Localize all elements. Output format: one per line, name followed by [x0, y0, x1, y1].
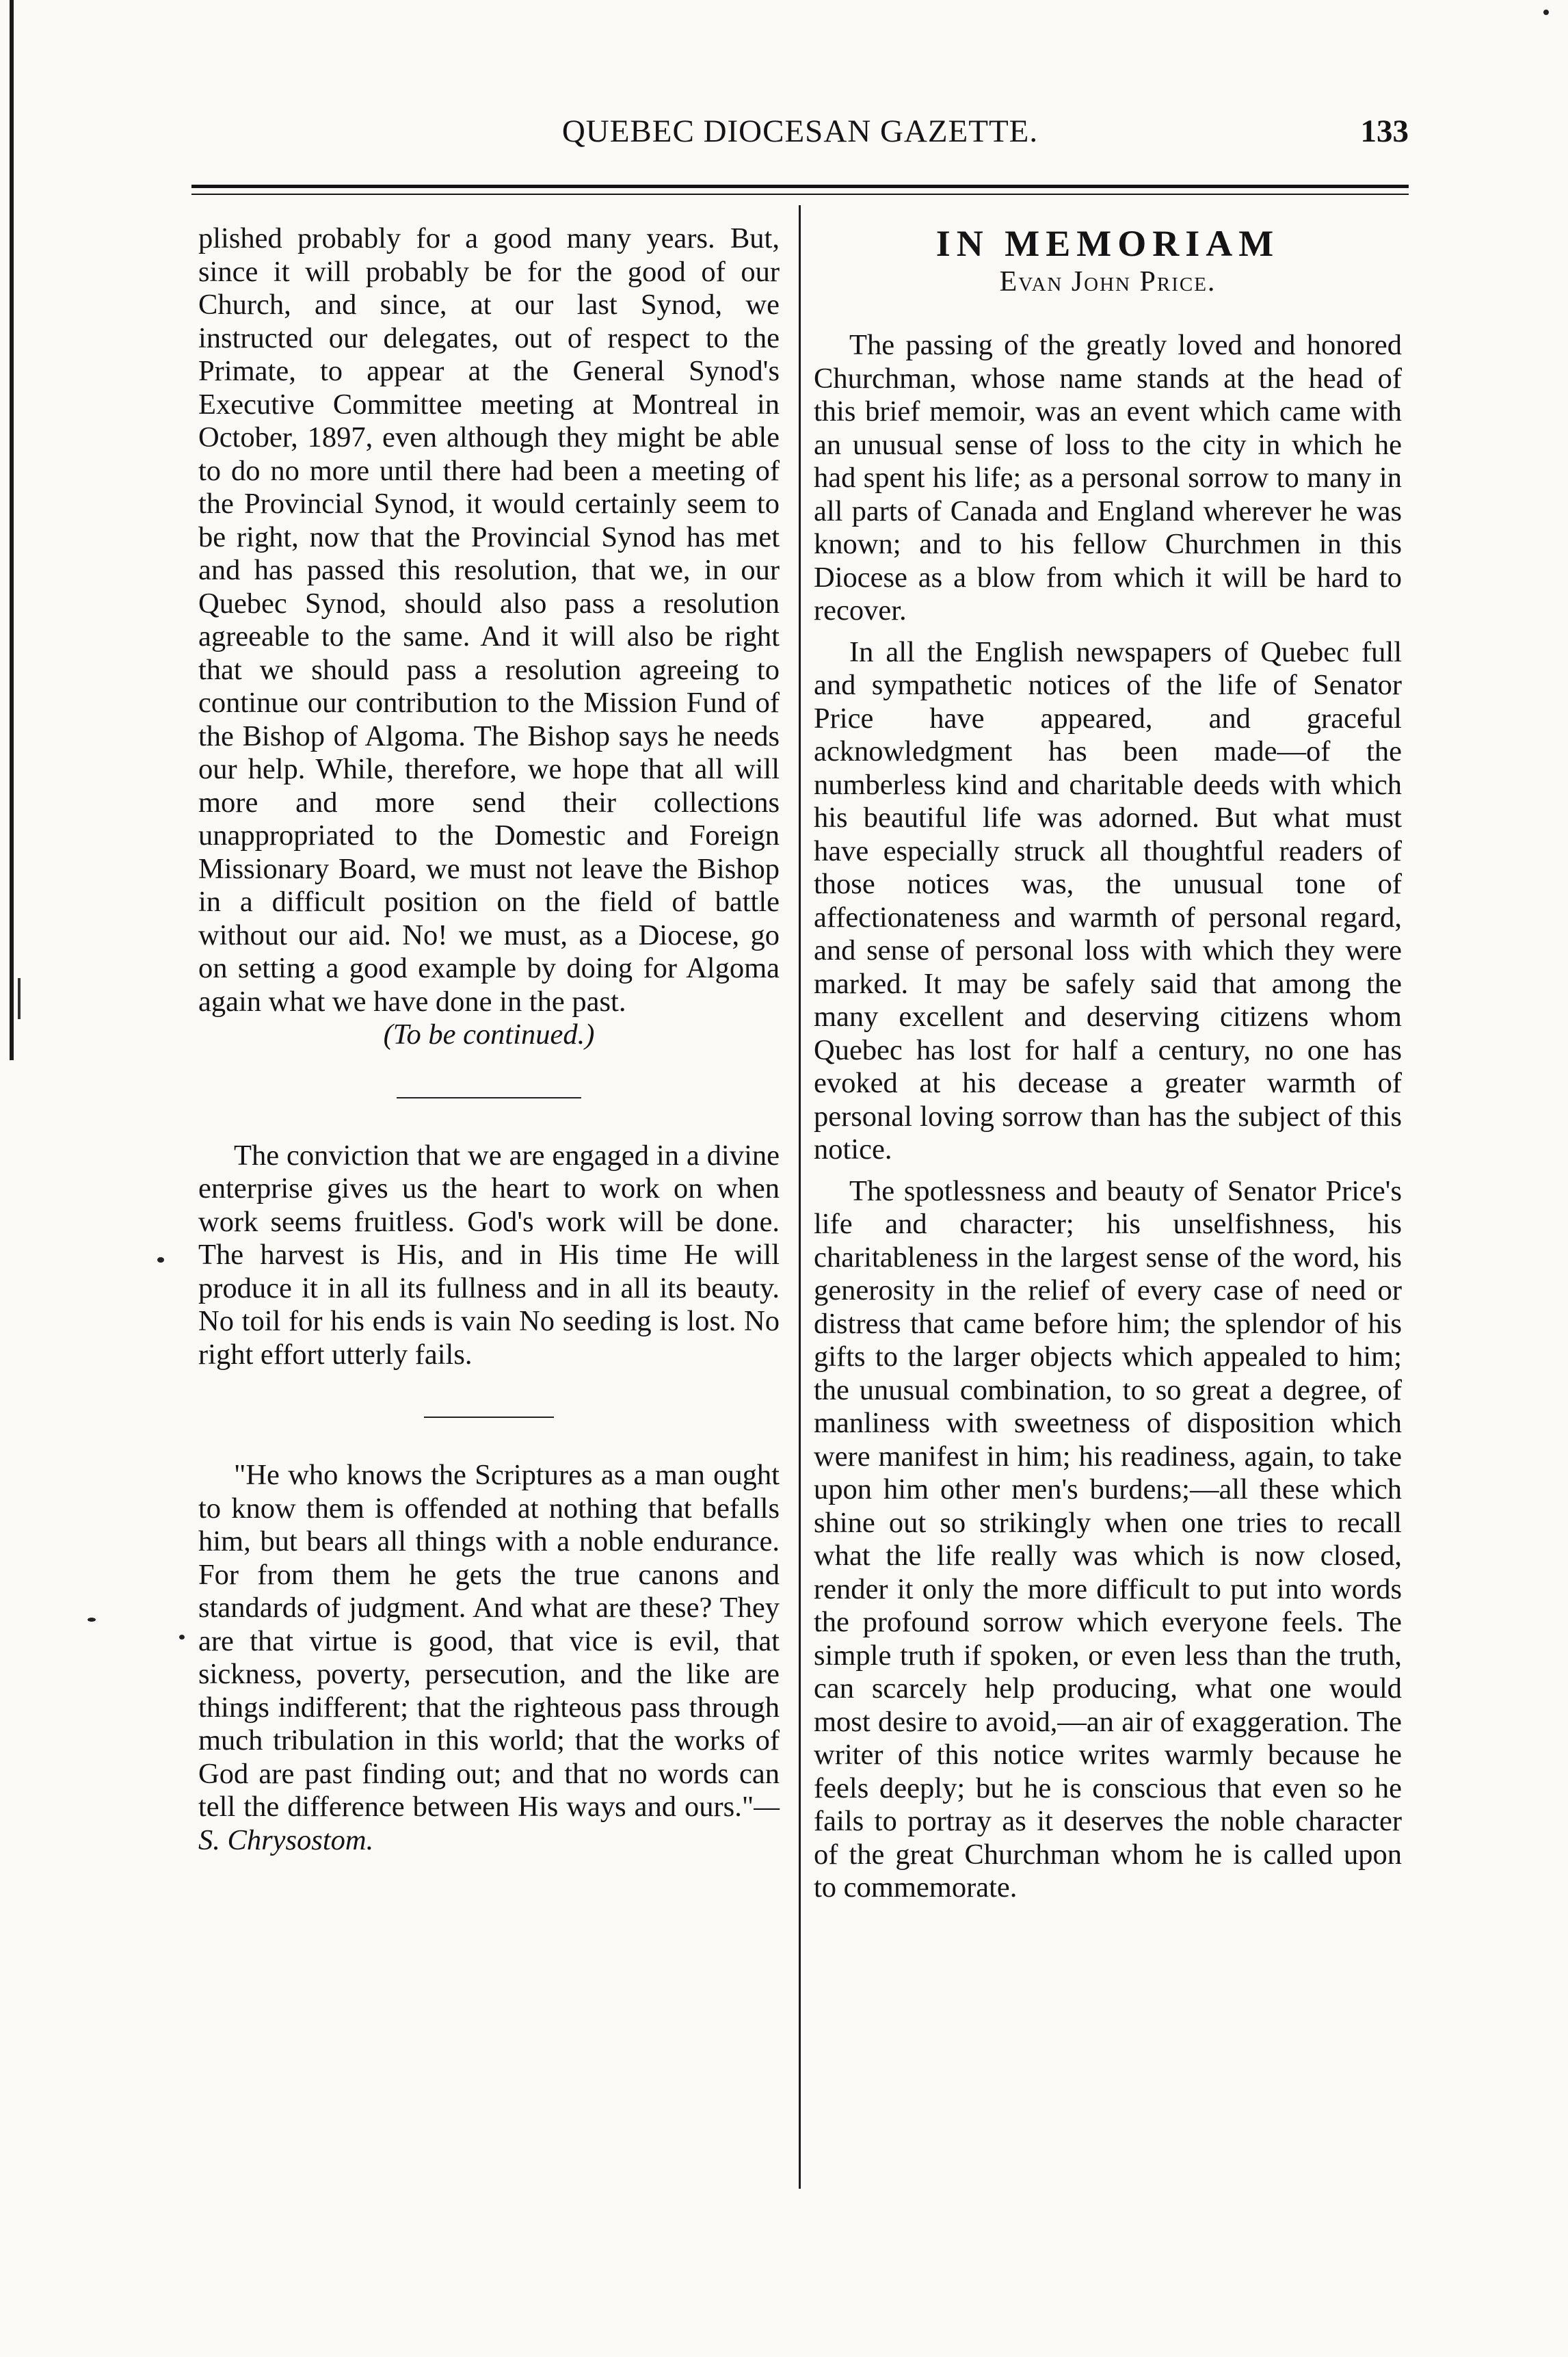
conviction-paragraph: The conviction that we are engaged in a divine enterprise gives us the heart to work on when work seems fruitless. God's work will be done. The harvest is His, and in His time He will produce it in all its fullness and in all its beauty. No toil for his ends is vain No seeding is lost. No right effort utterly fails.: [198, 1139, 780, 1371]
speck: [88, 1618, 96, 1622]
page-number: 133: [1360, 114, 1409, 149]
continued-paragraph: plished probably for a good many years. But, since it will probably be for the good of our Church, and since, at our last Synod, we instructed our delegates, out of respect to the Primate, to appear at the General Synod's Executive Committee meeting at Montreal in October, 1897, even although they might be able to do no more until there had been a meeting of the Provincial Synod, it would certainly seem to be right, now that the Provincial Synod has met and has passed this resolution, that we, in our Quebec Synod, should also pass a resolution agreeable to the same. And it will also be right that we should pass a resolution agreeing to continue our contribution to the Mission Fund of the Bishop of Algoma. The Bishop says he needs our help. While, therefore, we hope that all will more and more send their collections unappropriated to the Domestic and Foreign Missionary Board, we must not leave the Bishop in a difficult position on the field of battle without our aid. No! we must, as a Diocese, go on setting a good example by doing for Algoma again what we have done in the past.: [198, 222, 780, 1018]
memoriam-title: IN MEMORIAM: [935, 223, 1280, 264]
memoriam-paragraph: In all the English newspapers of Quebec full and sympathetic notices of the life of Senator Price have appeared, and graceful acknowledgment has been made—of the numberless kind and charitable deeds with which his beautiful life was adorned. But what must have especially struck all thoughtful readers of those notices was, the unusual tone of affectionateness and warmth of personal regard, and sense of personal loss with which they were marked. It may be safely said that among the many excellent and deserving citizens whom Quebec has lost for half a century, no one has evoked at his decease a greater warmth of personal loving sorrow than has the subject of this notice.: [814, 635, 1402, 1166]
quote-attribution: —S. Chrysostom.: [198, 1791, 780, 1856]
speck: [157, 1257, 164, 1263]
header-rule-thick: [191, 185, 1409, 188]
memoriam-subject-name: Evan John Price.: [999, 266, 1217, 298]
memoriam-paragraph: The spotlessness and beauty of Senator Price's life and character; his unselfishness, his charitableness in the largest sense of the word, his generosity in the relief of every case of need or distress that came before him; the splendor of his gifts to the larger objects which appealed to him; the unusual combination, to so great a degree, of manliness with sweetness of disposition which were manifest in him; his readiness, again, to take upon him other men's burdens;—all these which shine out so strikingly when one tries to recall what the life really was which is now closed, render it only the more difficult to put into words the profound sorrow which everyone feels. The simple truth if spoken, or even less than the truth, can scarcely help producing, what one would most desire to avoid,—an air of exaggeration. The writer of this notice writes warmly because he feels deeply; but he is conscious that even so he fails to portray as it deserves the noble character of the great Churchman whom he is called upon to commemorate.: [814, 1174, 1402, 1904]
memoriam-paragraph: The passing of the greatly loved and honored Churchman, whose name stands at the head of this brief memoir, was an event which came with an unusual sense of loss to the city in which he had spent his life; as a personal sorrow to many in all parts of Canada and England wherever he was known; and to his fellow Churchmen in this Diocese as a blow from which it will be hard to recover.: [814, 329, 1402, 627]
margin-mark: [18, 978, 21, 1019]
running-title: QUEBEC DIOCESAN GAZETTE.: [561, 114, 1039, 149]
header-rule-thin: [191, 194, 1409, 195]
section-separator: [397, 1097, 581, 1098]
speck: [1543, 10, 1549, 15]
to-be-continued-note: (To be continued.): [383, 1018, 595, 1051]
left-column: [198, 222, 780, 1857]
page-header: [191, 113, 1409, 161]
binding-edge-mark: [10, 0, 14, 1060]
right-column: [814, 222, 1402, 1905]
chrysostom-quote: [198, 1459, 780, 1857]
section-separator: [424, 1417, 554, 1418]
column-divider: [799, 205, 801, 2189]
quote-text: "He who knows the Scriptures as a man ought to know them is offended at nothing that befalls him, but bears all things with a noble endurance. For from them he gets the true canons and standards of judgment. And what are these? They are that virtue is good, that vice is evil, that sickness, poverty, persecution, and the like are things indifferent; that the righteous pass through much tribulation in this world; that the works of God are past finding out; and that no words can tell the difference between His ways and ours.": [198, 1459, 780, 1823]
memoriam-body: [814, 329, 1402, 1905]
speck: [179, 1635, 185, 1640]
